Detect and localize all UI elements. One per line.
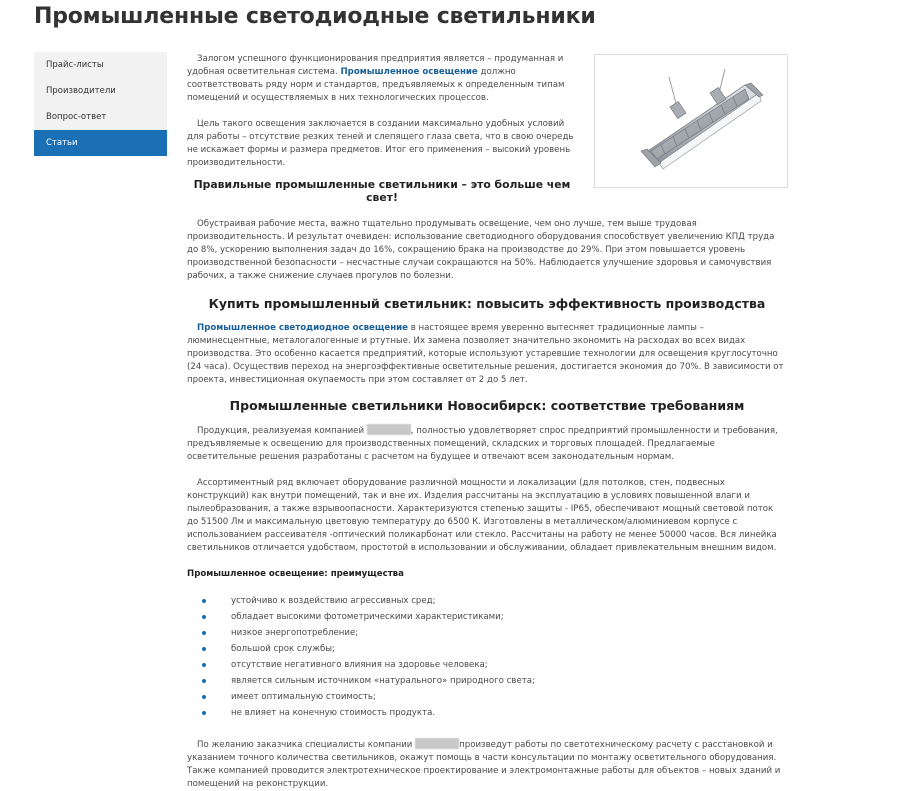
article-paragraph: Обустраивая рабочие места, важно тщательно продумывать освещение, чем оно лучше, тем выше трудовая производительность. И результат очевиден: использование светодиодного оборудования способствует увеличению КПД труда до 8%, ускорению выполнения задач до 16%, сокращению брака на производстве до 29%. При этом повышается уровень производственной безопасности – несчастные случаи сокращаются на 50%. Наблюдается улучшение здоровья и самочувствия рабочих, а также снижение случаев прогулов по болезни.: [187, 219, 775, 281]
bullet-icon: [202, 663, 206, 667]
article-paragraph: Продукция, реализуемая компанией , полностью удовлетворяет спрос предприятий промышленности и требования, предъявляемые к освещению для производственных помещений, складских и торговых площадей. Предлагаемые осветительные решения разработаны с расчетом на будущее и отвечают всем законодательным нормам.: [187, 426, 778, 462]
sidebar-item-price-lists[interactable]: Прайс-листы: [46, 60, 104, 70]
page-title: Промышленные светодиодные светильники: [34, 4, 596, 29]
list-item: большой срок службы;: [187, 641, 787, 657]
industrial-led-lighting-link[interactable]: Промышленное светодиодное освещение: [197, 323, 408, 333]
bullet-icon: [202, 679, 206, 683]
redacted-company-name: [415, 738, 459, 749]
bullet-icon: [202, 631, 206, 635]
section-heading: Правильные промышленные светильники – это больше чем свет!: [193, 178, 571, 204]
list-item: обладает высокими фотометрическими характеристиками;: [187, 609, 787, 625]
section-heading: Купить промышленный светильник: повысить эффективность производства: [208, 296, 766, 311]
sidebar-item-articles[interactable]: Статьи: [34, 130, 167, 156]
benefits-list: [187, 593, 787, 721]
article-paragraph: Залогом успешного функционирования предприятия является – продуманная и удобная осветительная система. Промышленное освещение должно соответствовать ряду норм и стандартов, предъявляемых к определенным типам помещений и осуществляемых в них технологических процессов.: [187, 54, 565, 103]
sidebar-nav: [34, 52, 167, 156]
industrial-lighting-link[interactable]: Промышленное освещение: [340, 67, 478, 77]
list-item: имеет оптимальную стоимость;: [187, 689, 787, 705]
list-item: низкое энергопотребление;: [187, 625, 787, 641]
benefits-heading: Промышленное освещение: преимущества: [187, 569, 404, 579]
list-item: отсутствие негативного влияния на здоровье человека;: [187, 657, 787, 673]
list-item: является сильным источником «натурального» природного света;: [187, 673, 787, 689]
list-item: устойчиво к воздействию агрессивных сред;: [187, 593, 787, 609]
sidebar-item-faq[interactable]: Вопрос-ответ: [46, 112, 107, 122]
article-paragraph: Промышленное светодиодное освещение в настоящее время уверенно вытесняет традиционные лампы – люминесцентные, металогалогенные и ртутные. Их замена позволяет значительно экономить на расходах во всех видах производства. Это особенно касается предприятий, которые используют устаревшие технологии для освещения круглосуточно (24 часа). Осуществив переход на энергоэффективные осветительные решения, достигается экономия до 70%. В зависимости от проекта, инвестиционная окупаемость при этом составляет от 2 до 5 лет.: [187, 323, 784, 385]
article-paragraph: Ассортиментный ряд включает оборудование различной мощности и локализации (для потолков, стен, подвесных конструкций) как внутри помещений, так и вне их. Изделия рассчитаны на эксплуатацию в условиях повышенной влаги и пылеобразования, а также взрывоопасности. Характеризуются степенью защиты - IP65, обеспечивают мощный световой поток до 51500 Лм и максимальную цветовую температуру до 6500 К. Изготовлены в металлическом/алюминиевом корпусе с использованием рассеивателя -оптический поликарбонат или стекло. Рассчитаны на работу не менее 50000 часов. Вся линейка светильников отличается удобством, простотой в использовании и обслуживании, обладает привлекательным внешним видом.: [187, 478, 777, 553]
bullet-icon: [202, 695, 206, 699]
article-paragraph: По желанию заказчика специалисты компании произведут работы по светотехническому расчету с расстановкой и указанием точного количества светильников, окажут помощь в части консультации по монтажу осветительного оборудования. Также компанией проводится электротехническое проектирование и электромонтажные работы для объектов – новых зданий и помещений на реконструкции.: [187, 740, 781, 789]
bullet-icon: [202, 711, 206, 715]
list-item: не влияет на конечную стоимость продукта.: [187, 705, 787, 721]
bullet-icon: [202, 647, 206, 651]
article-content: [187, 53, 787, 791]
redacted-company-name: [367, 424, 411, 435]
section-heading: Промышленные светильники Новосибирск: соответствие требованиям: [229, 398, 745, 413]
article-paragraph: Цель такого освещения заключается в создании максимально удобных условий для работы – отсутствие резких теней и слепящего глаза света, что в свою очередь не искажает формы и размера предметов. Итог его применения – высокий уровень производительности.: [187, 119, 574, 168]
sidebar-item-manufacturers[interactable]: Производители: [46, 86, 116, 96]
bullet-icon: [202, 599, 206, 603]
bullet-icon: [202, 615, 206, 619]
